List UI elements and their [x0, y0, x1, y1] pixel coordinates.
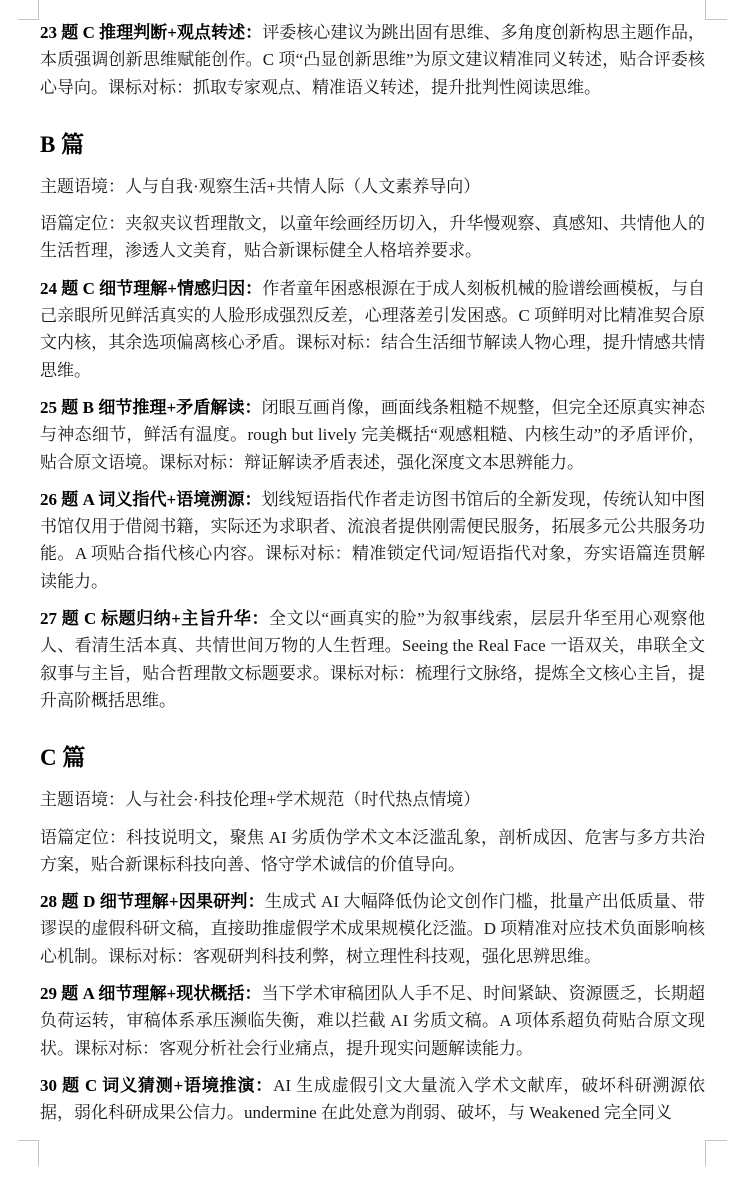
crop-mark-bottom-right-horizontal	[705, 1140, 727, 1141]
question-29-lead: 29 题 A 细节理解+现状概括：	[40, 984, 262, 1004]
question-27-lead: 27 题 C 标题归纳+主旨升华：	[40, 609, 269, 629]
section-b-positioning: 语篇定位：夹叙夹议哲理散文，以童年绘画经历切入，升华慢观察、真感知、共情他人的生活哲理，渗透人文美育，贴合新课标健全人格培养要求。	[40, 214, 705, 261]
crop-mark-top-right-horizontal	[705, 19, 727, 20]
question-24-lead: 24 题 C 细节理解+情感归因：	[40, 278, 263, 298]
question-24-analysis	[40, 275, 705, 384]
crop-mark-bottom-left-vertical	[38, 1140, 39, 1166]
section-c-positioning: 语篇定位：科技说明文，聚焦 AI 劣质伪学术文本泛滥乱象，剖析成因、危害与多方共治方案，贴合新课标科技向善、恪守学术诚信的价值导向。	[40, 827, 705, 874]
section-c-heading: C 篇	[40, 745, 86, 771]
question-25-analysis	[40, 394, 705, 476]
question-27-text: 全文以“画真实的脸”为叙事线索，层层升华至用心观察他人、看清生活本真、共情世间万物的人生哲理。Seeing the Real Face 一语双关，串联全文叙事与主旨，贴合哲理散文标题要求。课标对标：梳理行文脉络，提炼全文核心主旨，提升高阶概括思维。	[40, 609, 705, 710]
question-28-lead: 28 题 D 细节理解+因果研判：	[40, 892, 265, 912]
page-content	[40, 19, 705, 1137]
crop-mark-bottom-left-horizontal	[18, 1140, 38, 1141]
question-25-lead: 25 题 B 细节推理+矛盾解读：	[40, 397, 262, 417]
question-23-lead: 23 题 C 推理判断+观点转述：	[40, 23, 263, 42]
crop-mark-top-left-horizontal	[18, 19, 38, 20]
question-30-lead: 30 题 C 词义猜测+语境推演：	[40, 1075, 274, 1095]
crop-mark-top-left-vertical	[38, 0, 39, 20]
question-28-analysis	[40, 888, 705, 970]
question-29-analysis	[40, 980, 705, 1062]
crop-mark-bottom-right-vertical	[705, 1140, 706, 1166]
question-29-text: 当下学术审稿团队人手不足、时间紧缺、资源匮乏，长期超负荷运转，审稿体系承压濒临失衡，难以拦截 AI 劣质文稿。A 项体系超负荷贴合原文现状。课标对标：客观分析社会行业痛点，提升现实问题解读能力。	[40, 984, 705, 1058]
question-24-text: 作者童年困惑根源在于成人刻板机械的脸谱绘画模板，与自己亲眼所见鲜活真实的人脸形成强烈反差，心理落差引发困惑。C 项鲜明对比精准契合原文内核，其余选项偏离核心矛盾。课标对标：结合生活细节解读人物心理，提升情感共情思维。	[40, 278, 706, 380]
question-30-analysis	[40, 1072, 705, 1127]
section-b-heading: B 篇	[40, 131, 85, 157]
question-30-text: AI 生成虚假引文大量流入学术文献库，破坏科研溯源依据，弱化科研成果公信力。undermine 在此处意为削弱、破坏，与 Weakened 完全同义	[40, 1075, 706, 1123]
question-23-analysis	[40, 19, 705, 101]
question-27-analysis	[40, 605, 705, 714]
question-26-text: 划线短语指代作者走访图书馆后的全新发现，传统认知中图书馆仅用于借阅书籍，实际还为求职者、流浪者提供刚需便民服务，拓展多元公共服务功能。A 项贴合指代核心内容。课标对标：精准锁定代词/短语指代对象，夯实语篇连贯解读能力。	[40, 489, 705, 591]
question-23-text: 评委核心建议为跳出固有思维、多角度创新构思主题作品，本质强调创新思维赋能创作。C 项“凸显创新思维”为原文建议精准同义转述，贴合评委核心导向。课标对标：抓取专家观点、精准语义转述，提升批判性阅读思维。	[40, 23, 706, 97]
section-b-theme: 主题语境：人与自我·观察生活+共情人际（人文素养导向）	[40, 176, 481, 196]
question-26-lead: 26 题 A 词义指代+语境溯源：	[40, 489, 262, 509]
section-c-theme: 主题语境：人与社会·科技伦理+学术规范（时代热点情境）	[40, 790, 481, 810]
crop-mark-top-right-vertical	[705, 0, 706, 20]
question-28-text: 生成式 AI 大幅降低伪论文创作门槛，批量产出低质量、带谬误的虚假科研文稿，直接助推虚假学术成果规模化泛滥。D 项精准对应技术负面影响核心机制。课标对标：客观研判科技利弊，树立理性科技观，强化思辨思维。	[40, 892, 705, 966]
question-25-text: 闭眼互画肖像，画面线条粗糙不规整，但完全还原真实神态与神态细节，鲜活有温度。rough but lively 完美概括“观感粗糙、内核生动”的矛盾评价，贴合原文语境。课标对标：辩证解读矛盾表述，强化深度文本思辨能力。	[40, 397, 705, 472]
question-26-analysis	[40, 486, 705, 595]
